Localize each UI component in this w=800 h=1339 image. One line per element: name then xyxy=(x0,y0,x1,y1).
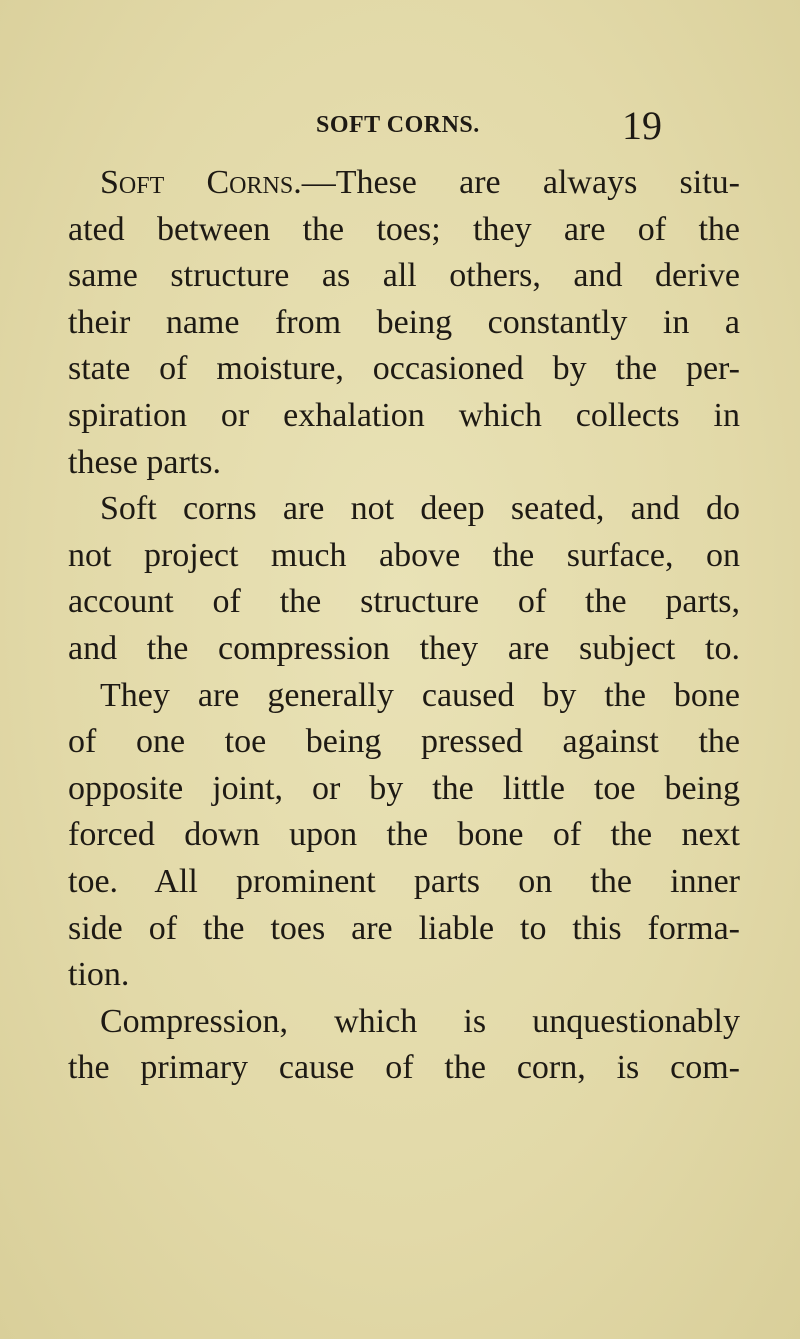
text-line: toe. All prominent parts on the inner xyxy=(68,862,740,900)
text-line: and the compression they are subject to. xyxy=(68,629,740,667)
text-line: these parts. xyxy=(68,443,221,481)
section-lead: Soft Corns. xyxy=(100,164,302,201)
text-line-content: —These are always situ- xyxy=(301,164,740,201)
text-line: They are generally caused by the bone xyxy=(100,676,740,714)
running-title: SOFT CORNS. xyxy=(316,112,480,138)
text-line: account of the structure of the parts, xyxy=(68,583,740,621)
text-line: the primary cause of the corn, is com- xyxy=(68,1049,740,1087)
text-line: Compression, which is unquestionably xyxy=(100,1002,740,1040)
body-text xyxy=(68,160,740,1092)
text-line: their name from being constantly in a xyxy=(68,303,740,341)
text-line: tion. xyxy=(68,956,130,994)
text-line: ated between the toes; they are of the xyxy=(68,210,740,248)
text-line: side of the toes are liable to this forma- xyxy=(68,909,740,947)
text-line: opposite joint, or by the little toe being xyxy=(68,769,740,807)
text-line: of one toe being pressed against the xyxy=(68,723,740,761)
text-line: state of moisture, occasioned by the per- xyxy=(68,350,740,388)
text-line: spiration or exhalation which collects in xyxy=(68,396,740,434)
text-line: not project much above the surface, on xyxy=(68,536,740,574)
text-line: same structure as all others, and derive xyxy=(68,257,740,295)
text-line: forced down upon the bone of the next xyxy=(68,816,740,854)
text-line: Soft corns are not deep seated, and do xyxy=(100,490,740,528)
text-line xyxy=(68,160,740,207)
page-number: 19 xyxy=(622,103,662,148)
running-head xyxy=(316,103,662,148)
